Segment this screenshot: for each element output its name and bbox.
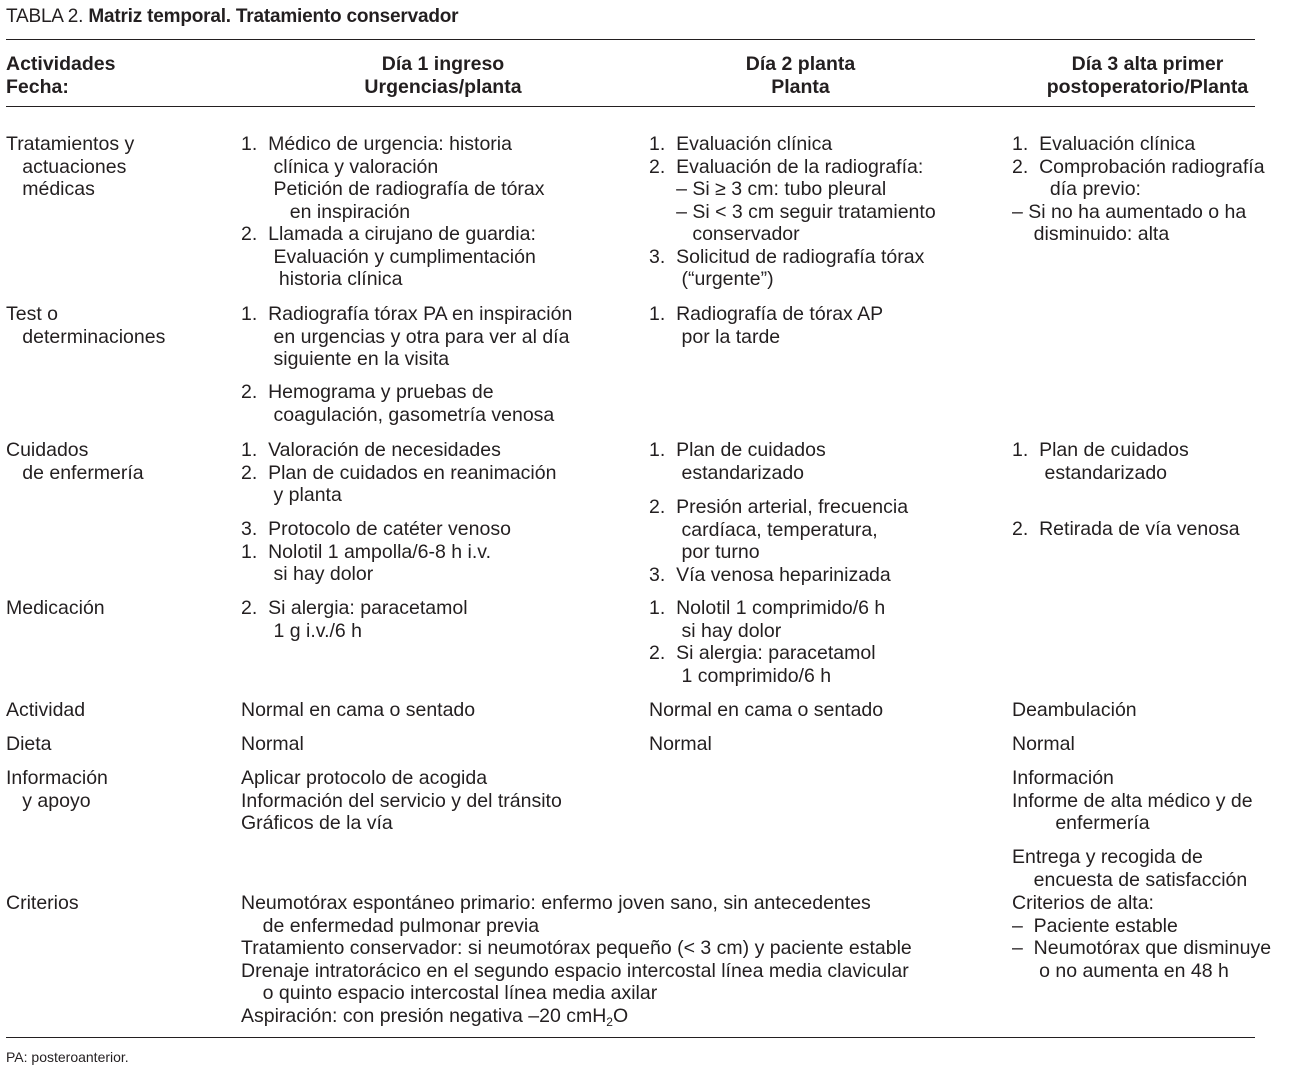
- text-line: Drenaje intratorácico en el segundo espacio intercostal línea media clavicular: [241, 959, 909, 982]
- row-label-informacion: [6, 767, 108, 812]
- text-line: Petición de radiografía de tórax: [241, 178, 545, 200]
- text-line: de enfermedad pulmonar previa: [241, 914, 540, 937]
- text-line: Tratamiento conservador: si neumotórax pequeño (< 3 cm) y paciente estable: [241, 937, 912, 959]
- text-line: estandarizado: [649, 461, 805, 484]
- text-line: enfermería: [1012, 812, 1150, 834]
- text-line: Neumotórax espontáneo primario: enfermo joven sano, sin antecedentes: [241, 892, 871, 914]
- text-line: Día 1 ingreso: [381, 53, 505, 75]
- top-rule: [6, 39, 1255, 40]
- text-line: Normal en cama o sentado: [241, 699, 476, 721]
- text-line: 1. Nolotil 1 ampolla/6-8 h i.v.: [241, 540, 492, 563]
- text-line: 2. Si alergia: paracetamol: [649, 642, 876, 664]
- text-line: Criterios: [6, 892, 79, 914]
- text-line: Actividades: [6, 53, 116, 75]
- text-line: Normal: [1012, 733, 1075, 755]
- cell-cuidados-dia2-b: [649, 496, 908, 586]
- cell-actividad-dia1: [241, 699, 475, 722]
- text-line: 1. Evaluación clínica: [649, 133, 833, 155]
- text-line: médicas: [6, 178, 95, 200]
- text-line: postoperatorio/Planta: [1046, 75, 1249, 98]
- row-label-dieta: [6, 733, 52, 756]
- cell-test-dia2: [649, 303, 883, 348]
- text-line: determinaciones: [6, 325, 166, 348]
- text-line: Evaluación y cumplimentación: [241, 245, 536, 268]
- row-label-test: [6, 303, 165, 348]
- cell-test-dia1-b: [241, 381, 554, 426]
- text-line: 2. Llamada a cirujano de guardia:: [241, 223, 536, 245]
- text-line: 1 g i.v./6 h: [241, 619, 363, 642]
- text-line: Normal: [241, 733, 304, 755]
- row-label-criterios: [6, 892, 79, 915]
- text-line: 3. Protocolo de catéter venoso: [241, 518, 511, 540]
- text-line: 1. Radiografía de tórax AP: [649, 303, 884, 325]
- text-line: o quinto espacio intercostal línea media axilar: [241, 982, 658, 1004]
- text-line: día previo:: [1012, 178, 1141, 200]
- text-line: clínica y valoración: [241, 155, 439, 178]
- text-line: Cuidados: [6, 439, 89, 461]
- cell-informacion-dia1: [241, 767, 562, 835]
- text-line: encuesta de satisfacción: [1012, 868, 1248, 891]
- aspiracion-text: Aspiración: con presión negativa –20 cmH: [241, 1004, 607, 1027]
- text-line: siguiente en la visita: [241, 348, 450, 370]
- text-line: Informe de alta médico y de: [1012, 789, 1253, 812]
- text-line: Día 2 planta: [745, 53, 856, 75]
- text-line: historia clínica: [241, 268, 403, 290]
- cell-cuidados-dia3-a: [1012, 439, 1189, 484]
- text-line: 2. Evaluación de la radiografía:: [649, 155, 924, 178]
- text-line: Aplicar protocolo de acogida: [241, 767, 488, 789]
- text-line: 2. Plan de cuidados en reanimación: [241, 461, 557, 484]
- row-label-cuidados: [6, 439, 144, 484]
- text-line: Información: [6, 767, 108, 789]
- text-line: (“urgente”): [649, 268, 774, 290]
- text-line: Tratamientos y: [6, 133, 135, 155]
- cell-informacion-dia3-b: [1012, 846, 1247, 891]
- cell-tratamientos-dia3: [1012, 133, 1265, 246]
- cell-dieta-dia2: [649, 733, 712, 756]
- text-line: disminuido: alta: [1012, 223, 1170, 245]
- text-line: 1. Evaluación clínica: [1012, 133, 1196, 155]
- text-line: en inspiración: [241, 200, 411, 223]
- row-label-actividad: [6, 699, 85, 722]
- cell-criterios-dia3: [1012, 892, 1271, 982]
- text-line: de enfermería: [6, 461, 144, 484]
- text-line: 1. Plan de cuidados: [649, 439, 826, 461]
- text-line: 1. Valoración de necesidades: [241, 439, 501, 461]
- text-line: Criterios de alta:: [1012, 892, 1154, 914]
- cell-medicacion-dia2: [649, 597, 885, 687]
- text-line: en urgencias y otra para ver al día: [241, 325, 570, 348]
- table-caption: [6, 5, 458, 29]
- text-line: – Neumotórax que disminuye: [1012, 937, 1272, 959]
- cell-cuidados-dia3-b: [1012, 518, 1240, 541]
- cell-cuidados-dia2-a: [649, 439, 826, 484]
- caption-title: Matriz temporal. Tratamiento conservador: [88, 6, 459, 27]
- footnote: PA: posteroanterior.: [6, 1049, 129, 1065]
- header-dia-1: [238, 53, 648, 98]
- text-line: 1. Nolotil 1 comprimido/6 h: [649, 597, 886, 619]
- text-line: conservador: [649, 223, 800, 245]
- text-line: 2. Si alergia: paracetamol: [241, 597, 468, 619]
- text-line: 2. Hemograma y pruebas de: [241, 381, 494, 403]
- cell-test-dia1-a: [241, 303, 572, 371]
- text-line: si hay dolor: [649, 619, 782, 642]
- text-line: por la tarde: [649, 325, 781, 348]
- text-line: Información del servicio y del tránsito: [241, 789, 562, 812]
- text-line: por turno: [649, 541, 760, 563]
- aspiracion-subscript: 2: [606, 1014, 613, 1029]
- header-dia-3: [1010, 53, 1285, 98]
- header-actividades: [6, 53, 115, 98]
- text-line: 1. Plan de cuidados: [1012, 439, 1189, 461]
- cell-informacion-dia3-a: [1012, 767, 1253, 835]
- text-line: Deambulación: [1012, 699, 1137, 721]
- cell-tratamientos-dia1: [241, 133, 545, 291]
- text-line: – Si < 3 cm seguir tratamiento: [649, 200, 936, 223]
- text-line: Normal en cama o sentado: [649, 699, 884, 721]
- text-line: y apoyo: [6, 789, 91, 812]
- text-line: – Si ≥ 3 cm: tubo pleural: [649, 178, 887, 200]
- text-line: 1. Médico de urgencia: historia: [241, 133, 512, 155]
- cell-criterios-dia1: [241, 892, 912, 1027]
- text-line: Gráficos de la vía: [241, 812, 393, 834]
- text-line: 1. Radiografía tórax PA en inspiración: [241, 303, 573, 325]
- text-line: Medicación: [6, 597, 105, 619]
- text-line: 2. Comprobación radiografía: [1012, 155, 1265, 178]
- text-line: 2. Retirada de vía venosa: [1012, 518, 1240, 540]
- cell-cuidados-dia1-a: [241, 439, 556, 507]
- cell-dieta-dia1: [241, 733, 304, 756]
- text-line: coagulación, gasometría venosa: [241, 403, 555, 426]
- text-line: 3. Solicitud de radiografía tórax: [649, 245, 925, 268]
- cell-actividad-dia3: [1012, 699, 1137, 722]
- text-line: Planta: [771, 75, 830, 98]
- cell-actividad-dia2: [649, 699, 883, 722]
- text-line: cardíaca, temperatura,: [649, 518, 878, 541]
- text-line: 1 comprimido/6 h: [649, 664, 832, 687]
- criterios-aspiracion-line: [241, 1005, 912, 1028]
- text-line: si hay dolor: [241, 563, 374, 585]
- cell-tratamientos-dia2: [649, 133, 936, 291]
- header-rule: [6, 106, 1255, 107]
- cell-medicacion-dia1: [241, 597, 468, 642]
- aspiracion-tail: O: [612, 1004, 629, 1027]
- text-line: y planta: [241, 484, 342, 506]
- cell-cuidados-dia1-b: [241, 518, 511, 586]
- text-line: – Paciente estable: [1012, 914, 1178, 937]
- text-line: Test o: [6, 303, 59, 325]
- text-line: Normal: [649, 733, 712, 755]
- caption-prefix: TABLA 2.: [6, 6, 84, 27]
- text-line: Actividad: [6, 699, 86, 721]
- text-line: Día 3 alta primer: [1071, 53, 1224, 75]
- text-line: Dieta: [6, 733, 52, 755]
- row-label-medicacion: [6, 597, 105, 620]
- text-line: Fecha:: [6, 75, 69, 98]
- text-line: estandarizado: [1012, 461, 1168, 484]
- text-line: o no aumenta en 48 h: [1012, 959, 1229, 982]
- bottom-rule: [6, 1037, 1255, 1038]
- cell-dieta-dia3: [1012, 733, 1075, 756]
- text-line: Entrega y recogida de: [1012, 846, 1203, 868]
- text-line: – Si no ha aumentado o ha: [1012, 200, 1247, 223]
- header-dia-2: [638, 53, 963, 98]
- text-line: Información: [1012, 767, 1114, 789]
- text-line: Urgencias/planta: [364, 75, 522, 98]
- text-line: 2. Presión arterial, frecuencia: [649, 496, 909, 518]
- text-line: actuaciones: [6, 155, 127, 178]
- criterios-dia1-lines: [241, 892, 912, 1005]
- text-line: 3. Vía venosa heparinizada: [649, 563, 891, 586]
- row-label-tratamientos: [6, 133, 134, 201]
